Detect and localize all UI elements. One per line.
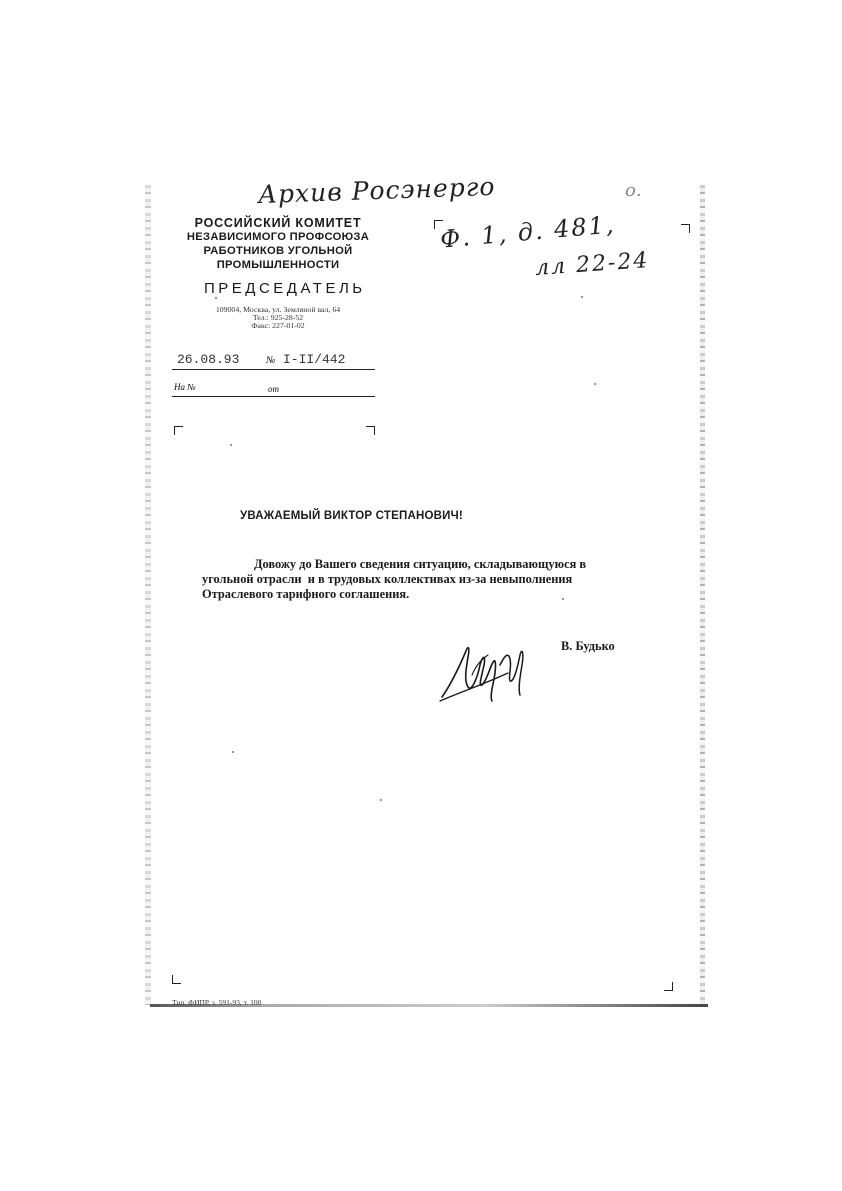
org-name-line2: НЕЗАВИСИМОГО ПРОФСОЮЗА — [186, 231, 370, 243]
letterhead-phone: Тел.: 925-28-52 — [252, 313, 304, 322]
registration-date: 26.08.93 — [177, 352, 240, 367]
archive-handwritten-sheets: лл 22-24 — [534, 248, 651, 281]
handwritten-signature — [438, 635, 538, 710]
address-corner-top-right — [366, 426, 375, 435]
archive-handwritten-fond: Ф. 1, д. 481, — [439, 210, 617, 254]
signatory-name: В. Будько — [561, 639, 615, 653]
letter-body-line1: Довожу до Вашего сведения ситуацию, складывающуюся в — [254, 557, 587, 571]
letterhead-fax: Факс: 227-01-02 — [251, 321, 305, 330]
header-corner-top-right — [681, 224, 690, 233]
archive-handwritten-title: Архив Росэнерго — [257, 171, 496, 210]
registration-number-label: № — [266, 355, 276, 366]
org-name-line4: ПРОМЫШЛЕННОСТИ — [216, 259, 340, 271]
address-corner-top-left — [174, 426, 183, 435]
letterhead-position: ПРЕДСЕДАТЕЛЬ — [204, 280, 366, 297]
scan-speck — [232, 751, 234, 753]
scan-speck — [581, 296, 583, 298]
letter-body-line2: угольной отрасли и в трудовых коллективах из-за невыполнения — [202, 572, 573, 586]
page-corner-bottom-right — [664, 982, 673, 991]
scan-speck — [594, 383, 596, 385]
letter-body-line3: Отраслевого тарифного соглашения. — [202, 587, 410, 601]
reply-from-label: от — [268, 384, 279, 394]
org-name-line1: РОССИЙСКИЙ КОМИТЕТ — [194, 216, 362, 230]
header-corner-top-left — [434, 220, 443, 229]
letterhead-address: 109004, Москва, ул. Земляной вал, 64 — [215, 305, 341, 314]
org-name-line3: РАБОТНИКОВ УГОЛЬНОЙ — [203, 245, 353, 257]
salutation: УВАЖАЕМЫЙ ВИКТОР СТЕПАНОВИЧ! — [240, 510, 463, 522]
page-corner-bottom-left — [172, 975, 181, 984]
letter-body — [202, 557, 627, 602]
archive-handwritten-mark: о. — [625, 180, 642, 201]
letterhead-contacts — [198, 306, 358, 330]
scan-speck — [380, 799, 382, 801]
scan-edge-left — [145, 185, 151, 1005]
reply-number-label: На № — [174, 382, 196, 392]
scan-speck — [230, 444, 232, 446]
scan-speck — [215, 297, 217, 299]
scan-edge-right — [700, 185, 705, 1005]
letterhead — [180, 216, 376, 272]
registration-rule-1 — [172, 369, 375, 370]
print-note: Тип. ФИПР, з. 591-93, т. 100 — [172, 998, 262, 1007]
scan-speck — [562, 598, 564, 600]
registration-rule-2 — [172, 396, 375, 397]
registration-number: I-II/442 — [283, 352, 346, 367]
